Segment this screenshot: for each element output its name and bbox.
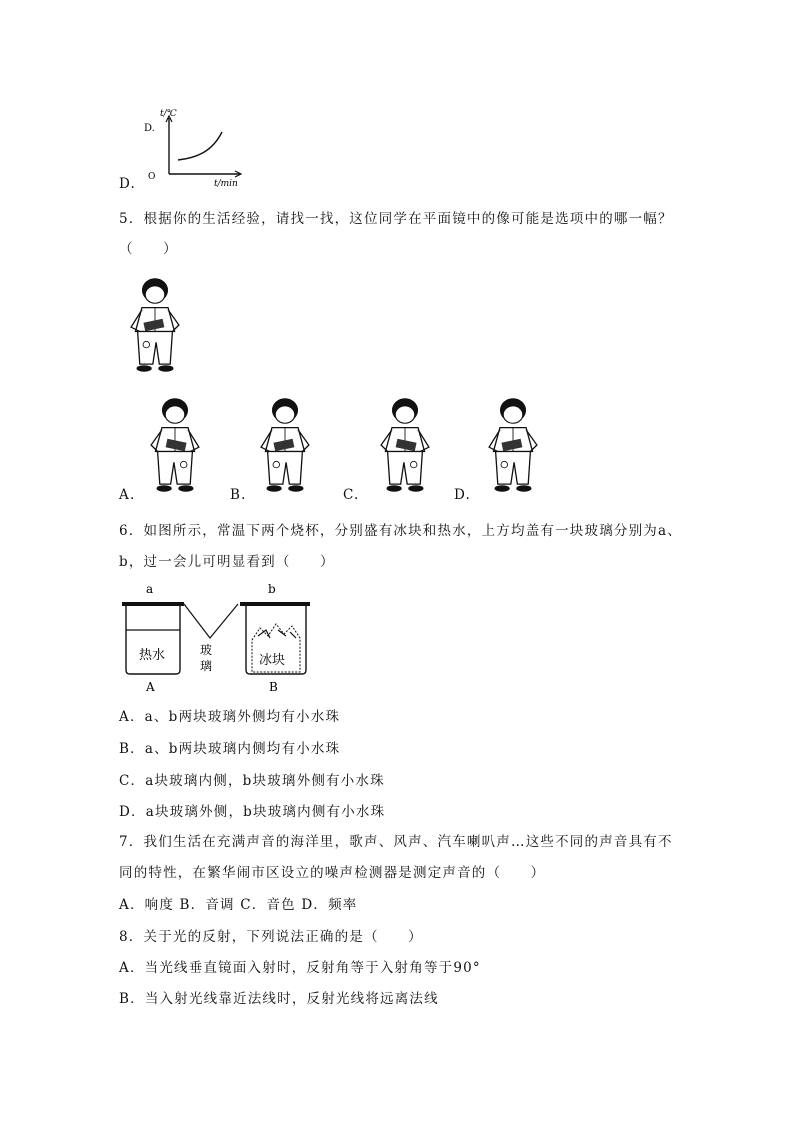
glass-label-b: b bbox=[268, 582, 276, 596]
glass-text-1: 玻 bbox=[200, 643, 213, 657]
q7-options: A．响度 B．音调 C．音色 D．频率 bbox=[119, 897, 358, 913]
graph-y-axis-label: t/℃ bbox=[160, 109, 177, 119]
q6-option-b: B．a、b两块玻璃内侧均有小水珠 bbox=[119, 741, 341, 757]
q5-option-a-image bbox=[140, 395, 210, 495]
q6-option-a: A．a、b两块玻璃外侧均有小水珠 bbox=[119, 709, 341, 725]
q6-text-line2: b，过一会儿可明显看到（ ） bbox=[119, 554, 335, 570]
q8-option-b: B．当入射光线靠近法线时，反射光线将远离法线 bbox=[119, 991, 439, 1007]
glass-plate-b bbox=[240, 602, 310, 606]
q6-option-c: C．a块玻璃内侧，b块玻璃外侧有小水珠 bbox=[119, 773, 385, 789]
q5-option-c-image bbox=[370, 395, 440, 495]
glass-plate-a bbox=[122, 602, 184, 606]
q5-option-a-label: A. bbox=[119, 487, 136, 503]
q5-text-line1: 5．根据你的生活经验，请找一找，这位同学在平面镜中的像可能是选项中的哪一幅？ bbox=[119, 211, 673, 227]
q4-option-d-graph bbox=[138, 102, 253, 188]
beaker-a bbox=[126, 606, 180, 674]
q5-option-b-image bbox=[250, 395, 320, 495]
q7-text-line2: 同的特性，在繁华闹市区设立的噪声检测器是测定声音的（ ） bbox=[119, 865, 546, 881]
q5-original-boy-image bbox=[120, 275, 190, 375]
graph-y-mark: D. bbox=[144, 123, 155, 134]
graph-curve bbox=[178, 132, 222, 160]
q6-beakers-figure bbox=[118, 578, 318, 696]
ice-label: 冰块 bbox=[259, 653, 286, 668]
cup-label-a: A bbox=[146, 680, 155, 694]
q5-option-d-image bbox=[478, 395, 548, 495]
q5-text-line2: （ ） bbox=[119, 241, 178, 257]
q5-option-c-label: C. bbox=[343, 487, 360, 503]
hot-water-label: 热水 bbox=[139, 648, 166, 663]
q5-option-b-label: B. bbox=[230, 487, 247, 503]
q6-option-d: D．a块玻璃外侧，b块玻璃内侧有小水珠 bbox=[119, 804, 386, 820]
q8-text-line1: 8．关于光的反射，下列说法正确的是（ ） bbox=[119, 929, 423, 945]
q6-text-line1: 6．如图所示，常温下两个烧杯，分别盛有冰块和热水，上方均盖有一块玻璃分别为a、 bbox=[119, 523, 682, 539]
graph-x-axis-label: t/min bbox=[214, 179, 238, 188]
cup-label-b: B bbox=[269, 680, 278, 694]
graph-origin: O bbox=[148, 172, 156, 182]
glass-label-a: a bbox=[146, 582, 154, 596]
glass-text-2: 璃 bbox=[200, 659, 213, 673]
q7-text-line1: 7．我们生活在充满声音的海洋里，歌声、风声、汽车喇叭声…这些不同的声音具有不 bbox=[119, 834, 673, 850]
glass-pointer-line bbox=[184, 604, 238, 638]
q4-option-d-label: D. bbox=[119, 176, 137, 192]
q8-option-a: A．当光线垂直镜面入射时，反射角等于入射角等于90° bbox=[119, 960, 481, 976]
q5-option-d-label: D. bbox=[454, 487, 472, 503]
